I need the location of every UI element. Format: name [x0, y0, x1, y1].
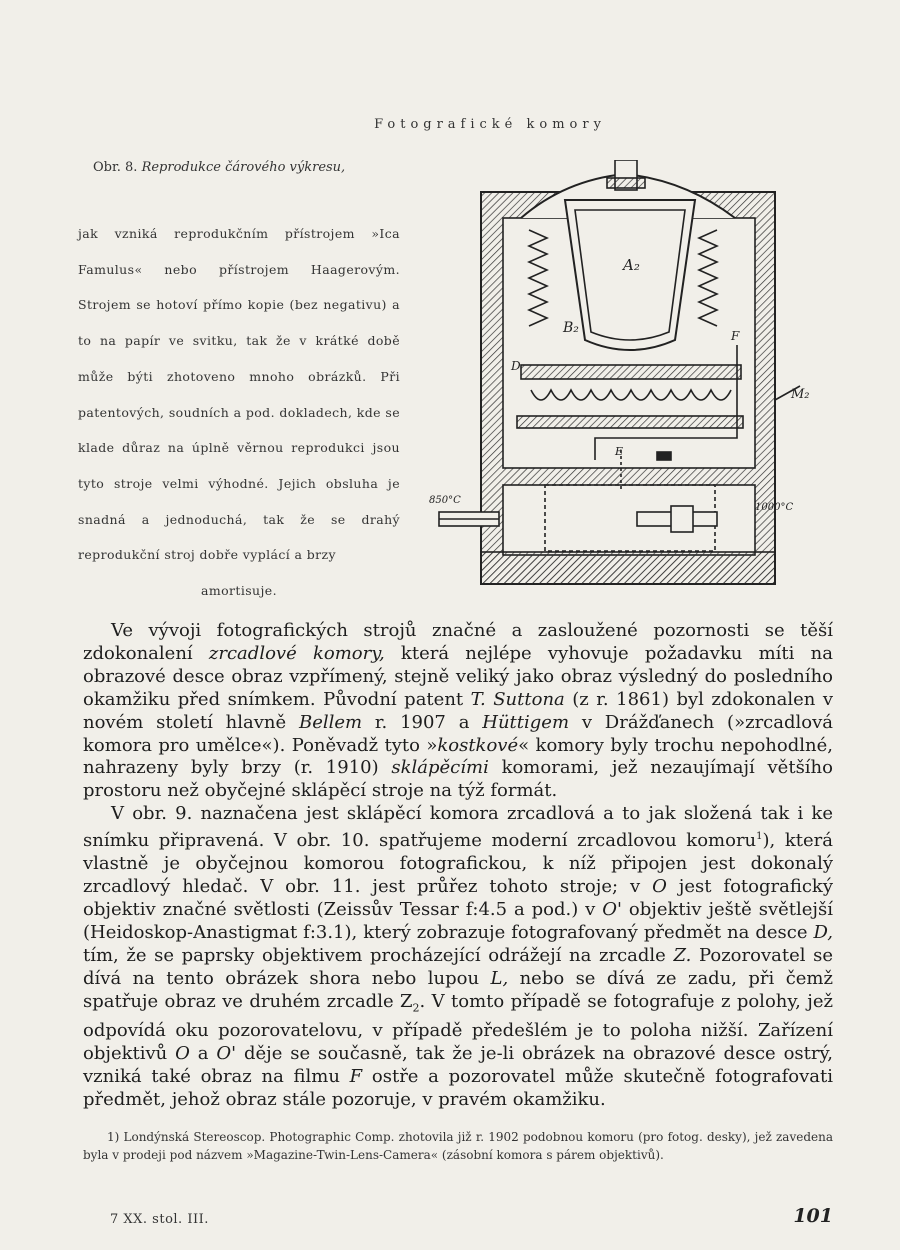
text-run: . V tomto případě se fotografuje z polohy, jež odpovídá oku pozorovatelovu, v případě předešlém je to poloha nižší. Zařízení objektivů: [83, 990, 833, 1064]
signature-mark: 7 XX. stol. III.: [110, 1212, 209, 1227]
emphasis: O: [652, 875, 667, 897]
emphasis: kostkové: [437, 734, 519, 756]
text-run: « komory byly trochu nepohodlné, nahrazeny byly brzy (r. 1910): [83, 734, 833, 779]
text-run: (z r. 1861) byl zdokonalen v novém století hlavně: [83, 688, 833, 733]
figure-number: Obr. 8.: [93, 160, 138, 175]
emphasis: O': [602, 898, 622, 920]
text-run: Ve vývoji fotografických strojů značné a zasloužené pozornosti se těší zdokonalení: [83, 620, 833, 664]
emphasis: F: [349, 1065, 363, 1087]
label-f: F: [731, 329, 740, 343]
label-b2: B₂: [563, 320, 579, 336]
figure-title: Reprodukce čárového výkresu,: [141, 160, 346, 175]
label-e: E: [615, 445, 624, 458]
emphasis: T. Suttona: [470, 688, 565, 710]
emphasis: L,: [490, 967, 509, 989]
subscript: 2: [412, 1001, 420, 1015]
emphasis: Hüttigem: [482, 711, 570, 733]
emphasis: Bellem: [298, 711, 363, 733]
text-run: r. 1907 a: [362, 711, 483, 733]
text-run: nebo se dívá ze zadu, při čemž spatřuje obraz ve druhém zrcadle Z: [83, 967, 833, 1012]
text-run: a: [189, 1042, 217, 1064]
apparatus-drawing: [425, 160, 825, 600]
caption-text-end: amortisuje.: [201, 583, 277, 599]
emphasis: O: [175, 1042, 190, 1064]
label-d: D: [511, 359, 521, 373]
caption-text: jak vzniká reprodukčním přístrojem »Ica Famulus« nebo přístrojem Haagerovým. Strojem se hotoví přímo kopie (bez negativu) a to na papír ve svitku, tak že v krátké době může býti zhotoveno mnoho obrázků. Při patentových, soudních a pod. dokladech, kde se klade důraz na úplně věrnou reprodukci jsou tyto stroje velmi výhodné. Jejich obsluha je snadná a jednoduchá, tak že se drahý reprodukční stroj dobře vyplácí a brzy: [78, 226, 400, 563]
text-run: v Drážďanech (»zrcadlová komora pro umělce«). Poněvadž tyto »: [83, 711, 834, 756]
text-run: která nejlépe vyhovuje požadavku míti na obrazové desce obraz vzpřímený, stejně veliký jako obraz výsledný do posledního okamžiku před snímkem. Původní patent: [83, 642, 833, 710]
text-run: ostře a pozorovatel může skutečně fotografovati předmět, jehož obraz stále pozoruje, v pravém okamžiku.: [83, 1065, 833, 1110]
main-text: [83, 620, 833, 1112]
emphasis: O': [216, 1042, 237, 1064]
figure-caption-title: [93, 160, 345, 175]
text-run: ), která vlastně je obyčejnou komorou fotografickou, k níž připojen jest dokonalý zrcadlový hledač. V obr. 11. jest průřez tohoto stroje; v: [83, 830, 833, 897]
page-number: 101: [793, 1205, 833, 1227]
emphasis: zrcadlové komory,: [208, 642, 385, 664]
text-run: objektiv ještě světlejší (Heidoskop-Anastigmat f:3.1), který zobrazuje fotografovaný předmět na desce: [83, 898, 833, 943]
text-run: jest fotografický objektiv značné světlosti (Zeissův Tessar f:4.5 a pod.) v: [83, 875, 833, 920]
text-run: Pozorovatel se dívá na tento obrázek shora nebo lupou: [83, 944, 834, 989]
text-run: V obr. 9. naznačena jest sklápěcí komora zrcadlová a to jak složená tak i ke snímku připravená. V obr. 10. spatřujeme moderní zrcadlovou komoru: [83, 803, 833, 852]
emphasis: sklápěcími: [391, 757, 489, 779]
emphasis: D,: [813, 921, 833, 943]
label-temp-left: 850°C: [429, 495, 461, 506]
reproduction-apparatus-figure: [425, 160, 825, 600]
footnote-text: 1) Londýnská Stereoscop. Photographic Comp. zhotovila již r. 1902 podobnou komoru (pro fotog. desky), jež zavedena byla v prodeji pod názvem »Magazine-Twin-Lens-Camera« (zásobní komora s párem objektivů).: [83, 1130, 833, 1162]
paragraph-1: [83, 620, 833, 803]
text-run: děje se současně, tak že je-li obrázek na obrazové desce ostrý, vzniká také obraz na filmu: [83, 1042, 833, 1087]
label-temp-right: 1000°C: [755, 502, 794, 513]
label-m2: M₂: [791, 387, 810, 402]
paragraph-2: [83, 803, 833, 1111]
text-run: komorami, jež nezaujímají většího prostoru než obyčejné sklápěcí stroje na týž formát.: [83, 757, 833, 802]
footnote-ref: 1: [756, 831, 763, 843]
emphasis: Z.: [673, 944, 692, 966]
running-head: Fotografické komory: [374, 117, 606, 132]
footnote: [83, 1129, 833, 1164]
figure-caption-body: [78, 216, 400, 609]
text-run: tím, že se paprsky objektivem procházející odrážejí na zrcadle: [83, 944, 674, 966]
label-a2: A₂: [623, 256, 640, 274]
